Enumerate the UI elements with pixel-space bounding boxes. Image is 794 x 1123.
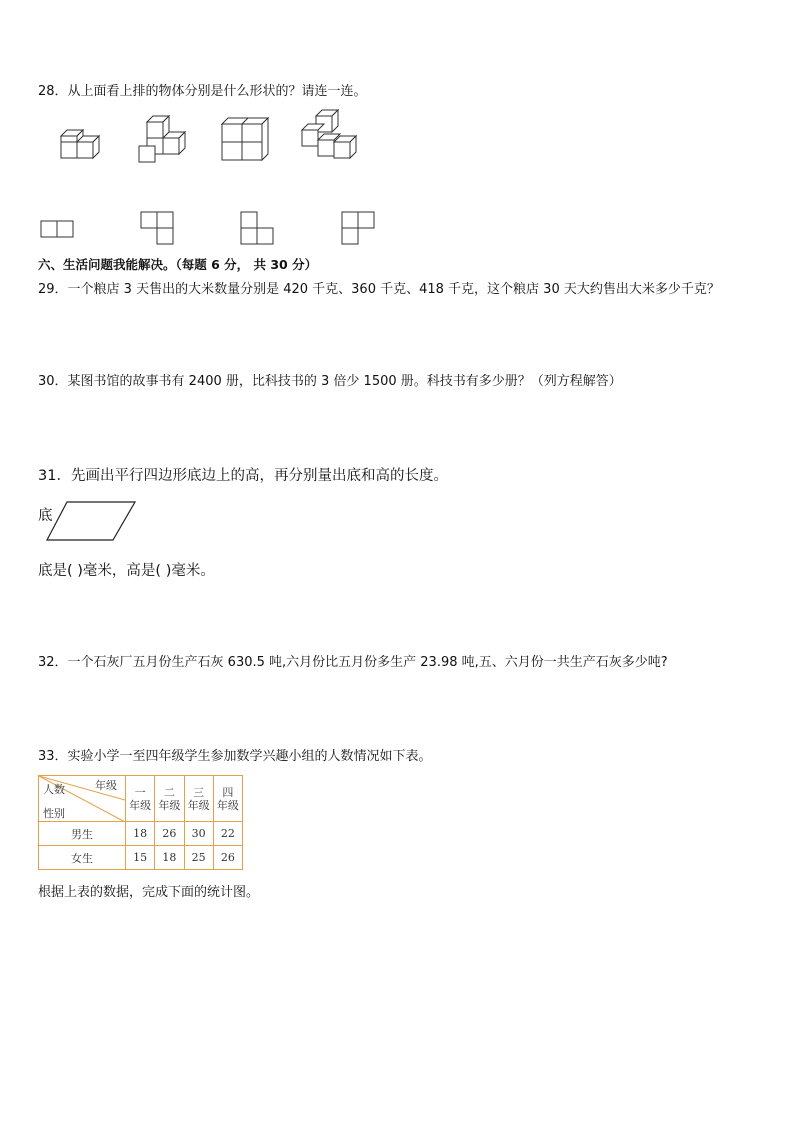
value-cell: 22	[213, 822, 242, 846]
cube-figure-2	[135, 114, 190, 164]
table-corner-header	[39, 776, 126, 822]
value-cell: 18	[126, 822, 155, 846]
gender-cell: 女生	[39, 846, 126, 870]
question-29-text: 29．一个粮店 3 天售出的大米数量分别是 420 千克、360 千克、418 千克，这个粮店 30 天大约售出大米多少千克？	[38, 282, 720, 297]
value-cell: 18	[155, 846, 184, 870]
parallelogram-figure	[45, 500, 140, 544]
grade-header-3: 三 年级	[184, 776, 213, 822]
grade-header-1: 一 年级	[126, 776, 155, 822]
top-view-shape-3	[240, 211, 276, 247]
corner-label-count: 人数	[43, 783, 65, 796]
cube-figure-4	[298, 108, 358, 164]
top-view-shape-1	[40, 220, 76, 238]
value-cell: 25	[184, 846, 213, 870]
question-30-text: 30．某图书馆的故事书有 2400 册，比科技书的 3 倍少 1500 册。科技书有多少册？（列方程解答）	[38, 374, 622, 389]
value-cell: 30	[184, 822, 213, 846]
question-33-followup: 根据上表的数据，完成下面的统计图。	[38, 885, 260, 900]
student-count-table	[38, 775, 243, 870]
gender-cell: 男生	[39, 822, 126, 846]
question-28-text: 28．从上面看上排的物体分别是什么形状的？请连一连。	[38, 84, 367, 99]
question-32-text: 32．一个石灰厂五月份生产石灰 630.5 吨,六月份比五月份多生产 23.98 吨,五、六月份一共生产石灰多少吨?	[38, 655, 668, 670]
value-cell: 26	[213, 846, 242, 870]
question-33-text: 33．实验小学一至四年级学生参加数学兴趣小组的人数情况如下表。	[38, 749, 432, 764]
question-31-answer: 底是( )毫米，高是( )毫米。	[38, 563, 215, 579]
table-row	[39, 822, 243, 846]
grade-header-4: 四 年级	[213, 776, 242, 822]
corner-label-grade: 年级	[95, 779, 117, 792]
cube-figure-1	[55, 124, 105, 160]
grade-header-2: 二 年级	[155, 776, 184, 822]
cube-figure-3	[220, 116, 270, 162]
top-view-shape-2	[140, 211, 176, 247]
table-row	[39, 846, 243, 870]
section-6-title: 六、生活问题我能解决。（每题 6 分， 共 30 分）	[38, 257, 318, 272]
value-cell: 15	[126, 846, 155, 870]
question-31-text: 31．先画出平行四边形底边上的高，再分别量出底和高的长度。	[38, 468, 448, 484]
value-cell: 26	[155, 822, 184, 846]
parallelogram-base-label: 底	[38, 508, 53, 524]
corner-label-gender: 性别	[43, 807, 65, 820]
top-view-shape-4	[341, 211, 377, 247]
